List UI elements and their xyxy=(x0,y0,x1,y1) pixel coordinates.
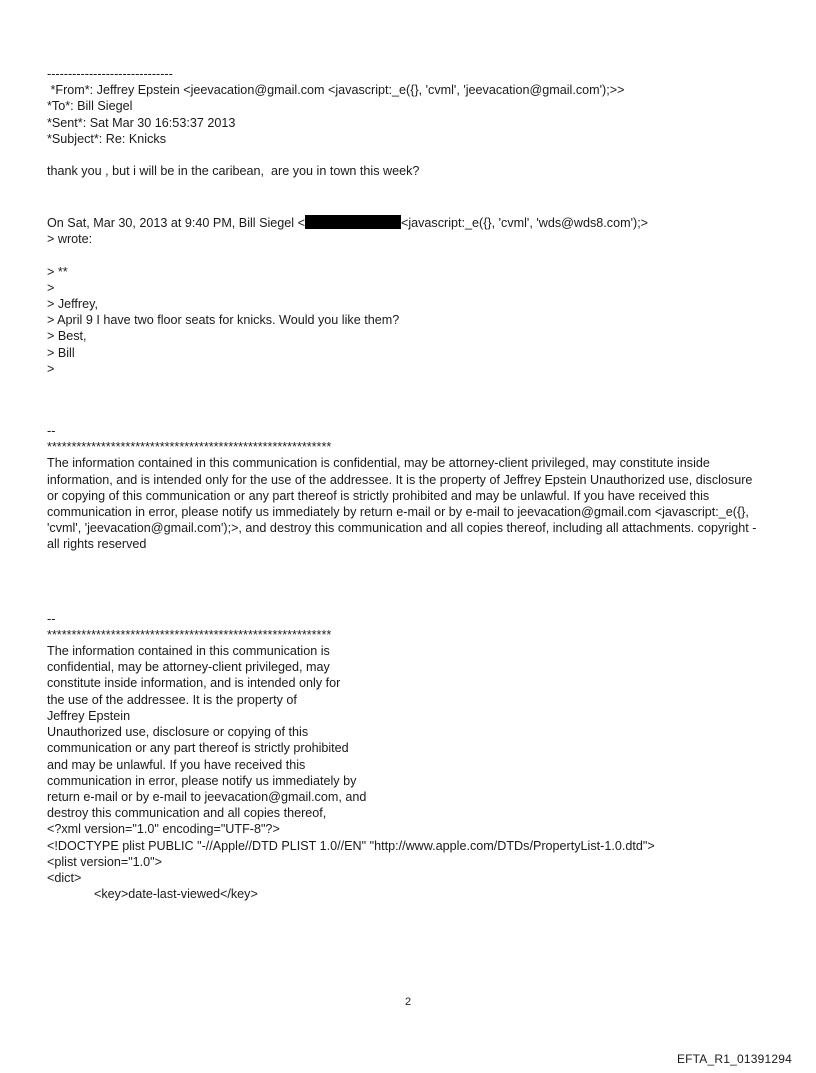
disclaimer-line: constitute inside information, and is intended only for xyxy=(47,676,341,691)
bates-number: EFTA_R1_01391294 xyxy=(676,1052,792,1066)
separator-line: ------------------------------ xyxy=(47,67,173,81)
sent-header: *Sent*: Sat Mar 30 16:53:37 2013 xyxy=(47,115,236,130)
quoted-line: > Bill xyxy=(47,345,75,360)
document-page xyxy=(47,66,777,902)
disclaimer-line: communication or any part thereof is strictly prohibited xyxy=(47,741,349,756)
xml-fragment xyxy=(47,821,777,902)
email-body: thank you , but i will be in the caribean, are you in town this week? xyxy=(47,164,420,179)
page-number: 2 xyxy=(404,996,412,1008)
quote-intro-before: On Sat, Mar 30, 2013 at 9:40 PM, Bill Siegel < xyxy=(47,216,305,231)
quoted-line: > Jeffrey, xyxy=(47,297,98,312)
quoted-message xyxy=(47,264,777,377)
disclaimer-block-2 xyxy=(47,611,777,822)
xml-line: <!DOCTYPE plist PUBLIC "-//Apple//DTD PLIST 1.0//EN" "http://www.apple.com/DTDs/PropertyList-1.0.dtd"> xyxy=(47,838,655,853)
disclaimer-stars: ********************************************************** xyxy=(47,627,332,642)
disclaimer-line: destroy this communication and all copies thereof, xyxy=(47,806,327,821)
disclaimer-line: confidential, may be attorney-client privileged, may xyxy=(47,660,330,675)
quoted-line: > xyxy=(47,361,55,376)
xml-line: <dict> xyxy=(47,870,82,885)
xml-line: <?xml version="1.0" encoding="UTF-8"?> xyxy=(47,822,280,837)
disclaimer-line: the use of the addressee. It is the property of xyxy=(47,692,297,707)
quoted-line: > ** xyxy=(47,264,68,279)
disclaimer-block-1 xyxy=(47,423,777,553)
disclaimer-stars: ********************************************************** xyxy=(47,440,332,455)
disclaimer-dashes: -- xyxy=(47,611,56,626)
disclaimer-line: return e-mail or by e-mail to jeevacation@gmail.com, and xyxy=(47,789,367,804)
xml-line-indented: <key>date-last-viewed</key> xyxy=(94,887,258,902)
quoted-line: > Best, xyxy=(47,329,87,344)
disclaimer-line: The information contained in this communication is xyxy=(47,644,330,659)
from-header: *From*: Jeffrey Epstein <jeevacation@gmail.com <javascript:_e({}, 'cvml', 'jeevacation@gmail.com');>> xyxy=(47,83,625,98)
disclaimer-text: The information contained in this communication is confidential, may be attorney-client privileged, may constitute inside information, and is intended only for the use of the addressee. It is the property of Jeffrey Epstein Unauthorized use, disclosure or copying of this communication or any part thereof is strictly prohibited and may be unlawful. If you have received this communication in error, please notify us immediately by return e-mail or by e-mail to jeevacation@gmail.com <javascript:_e({}, 'cvml', 'jeevacation@gmail.com');>, and destroy this communication and all copies thereof, including all attachments. copyright -all rights reserved xyxy=(47,456,757,552)
redaction-box xyxy=(305,215,401,229)
to-header: *To*: Bill Siegel xyxy=(47,99,133,114)
disclaimer-line: communication in error, please notify us immediately by xyxy=(47,773,357,788)
disclaimer-line: Unauthorized use, disclosure or copying of this xyxy=(47,725,309,740)
quote-intro-after: <javascript:_e({}, 'cvml', 'wds@wds8.com');> xyxy=(400,216,649,231)
disclaimer-line: and may be unlawful. If you have received this xyxy=(47,757,306,772)
xml-line: <plist version="1.0"> xyxy=(47,854,163,869)
disclaimer-dashes: -- xyxy=(47,424,56,439)
quote-intro xyxy=(47,215,777,231)
disclaimer-line: Jeffrey Epstein xyxy=(47,708,131,723)
subject-header: *Subject*: Re: Knicks xyxy=(47,131,166,146)
quoted-line: > April 9 I have two floor seats for knicks. Would you like them? xyxy=(47,313,400,328)
quoted-line: > xyxy=(47,280,55,295)
quote-wrote: > wrote: xyxy=(47,232,93,247)
